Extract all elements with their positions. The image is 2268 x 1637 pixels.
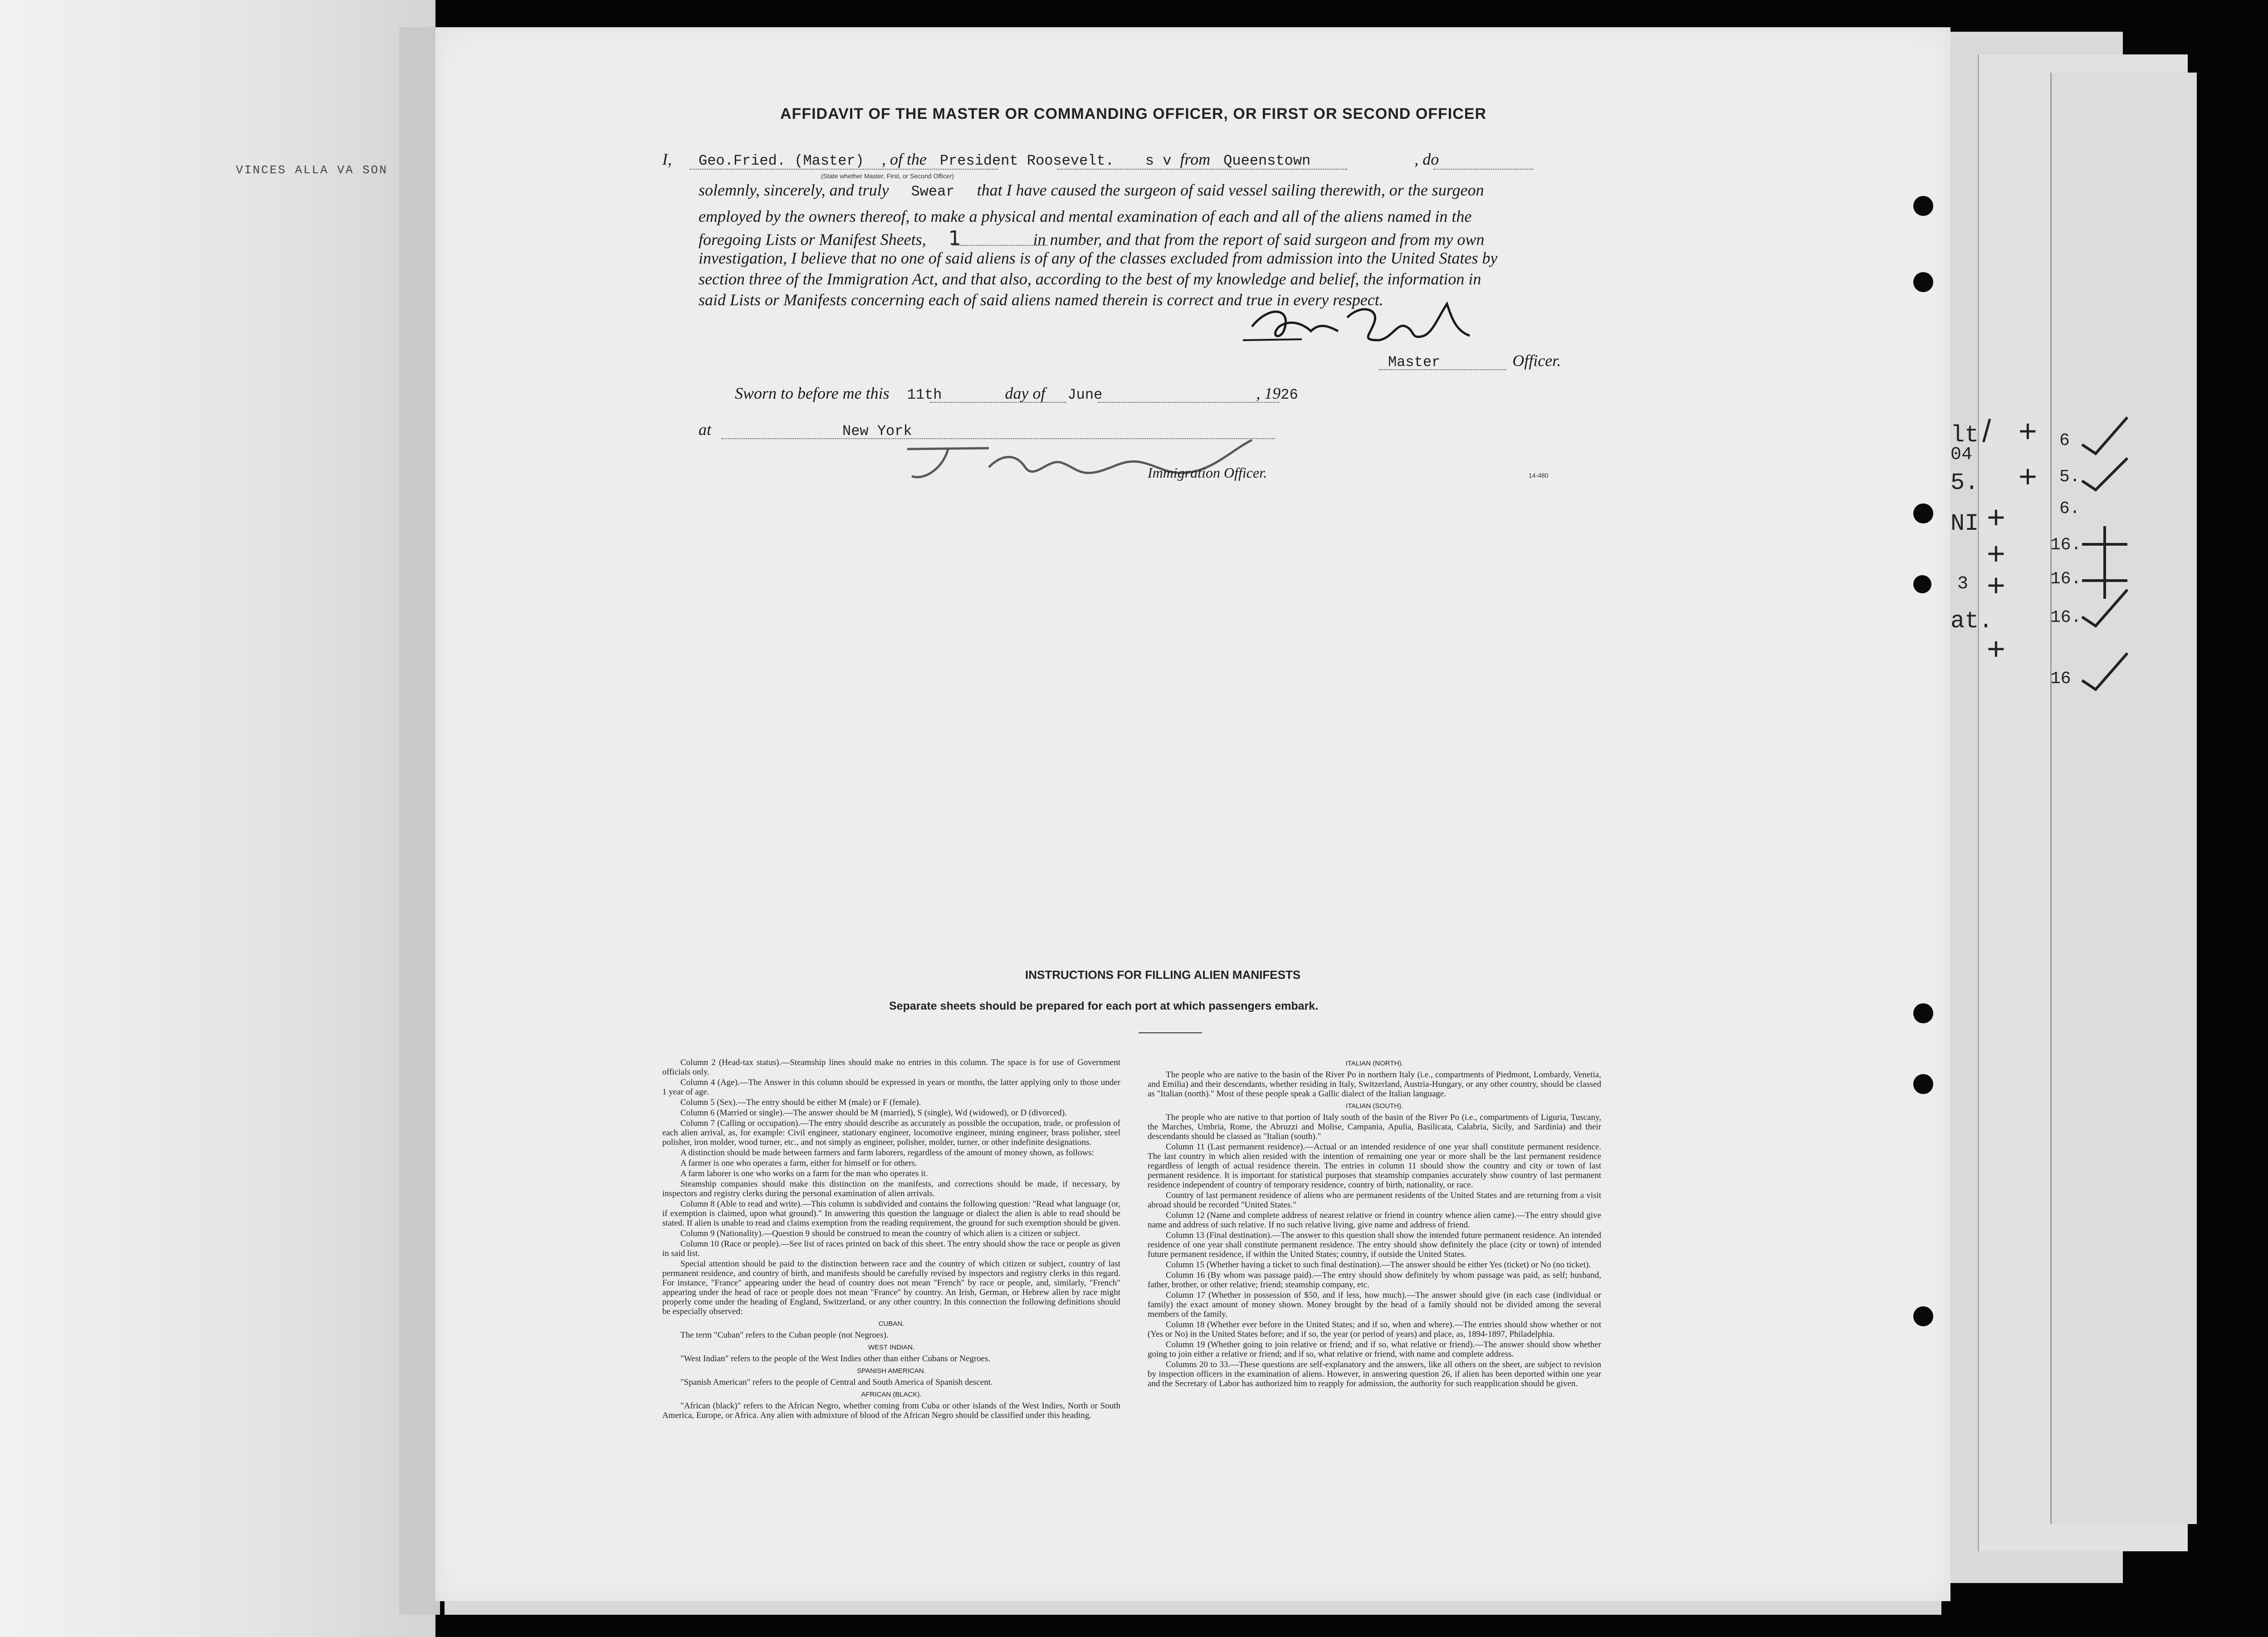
punch-hole xyxy=(1913,1306,1933,1326)
sworn-day-of: day of xyxy=(1005,384,1046,402)
affidavit-line-3: employed by the owners thereof, to make a physical and mental examination of each and all of the aliens named in the xyxy=(699,207,1472,225)
instruction-paragraph: Column 17 (Whether in possession of $50, and if less, how much).—The answer should give (in each case (individual or family) the exact amount of money shown. Money brought by the head of a family should not be divided among the several members of the family. xyxy=(1148,1290,1601,1319)
sworn-year-prefix: , 19 xyxy=(1256,384,1281,402)
edge-number: 6. xyxy=(2059,499,2080,518)
edge-mark: 3 xyxy=(1957,574,1969,594)
west-indian-definition: "West Indian" refers to the people of the West Indies other than either Cubans or Negroes. xyxy=(680,1354,991,1363)
instruction-paragraph: Column 2 (Head-tax status).—Steamship lines should make no entries in this column. The space is for use of Government officials only. xyxy=(662,1058,1120,1077)
left-edge-text: VINCES ALLA VA SON xyxy=(236,163,388,177)
handwritten-mark: + xyxy=(2019,413,2037,449)
instructions-rule xyxy=(1139,1032,1202,1033)
instruction-paragraph: Column 15 (Whether having a ticket to such final destination).—The answer should be either Yes (ticket) or No (no ticket). xyxy=(1166,1260,1591,1270)
handwritten-mark: / xyxy=(1982,413,1991,449)
officer-label: Officer. xyxy=(1512,352,1561,370)
edge-number: 5. xyxy=(2059,467,2080,487)
edge-mark: at. xyxy=(1950,608,1993,635)
edge-mark: lt xyxy=(1950,422,1979,449)
instruction-paragraph: The people who are native to that portion of Italy south of the basin of the River Po (i.e., compartments of Liguria, Tuscany, the Marches, Umbria, Rome, the Abruzzi and Molise, Campania, Apulia, Basilicata, Calabria, Sicily, and Sardinia) and their descendants should be classed as "Italian (south)." xyxy=(1148,1113,1601,1141)
instructions-left-column xyxy=(662,1058,1120,1421)
italian-north-heading: ITALIAN (NORTH). xyxy=(1345,1060,1403,1067)
instruction-paragraph: Column 9 (Nationality).—Question 9 should be construed to mean the country of which alien is a citizen or subject. xyxy=(680,1229,1080,1238)
oath-field: Swear xyxy=(911,183,955,200)
background-left-sheet xyxy=(0,0,435,1637)
vessel-dotted-line xyxy=(1057,169,1347,170)
sworn-place-field: New York xyxy=(842,423,912,440)
handwritten-mark: + xyxy=(1987,536,2005,571)
instruction-paragraph: Column 13 (Final destination).—The answer to this question shall show the intended future permanent residence. An intended residence of one year shall constitute permanent residence. The entry should show definitely the place (city or town) of intended future permanent residence, if within the United States; country, if outside the United States. xyxy=(1148,1231,1601,1259)
instruction-paragraph: Column 4 (Age).—The Answer in this column should be expressed in years or months, the latter applying only to those under 1 year of age. xyxy=(662,1078,1120,1097)
sworn-pre: Sworn to before me this xyxy=(735,384,890,402)
punch-hole xyxy=(1913,1074,1933,1094)
italian-north-definition: The people who are native to the basin of the River Po in northern Italy (i.e., compartments of Piedmont, Lombardy, Venetia, and Emilia) and their descendants, whether residing in Italy, Switzerland, Austria-Hungary, or any other country, should be classed as "Italian (north)." Most of these people speak a Gallic dialect of the Italian language. xyxy=(1148,1070,1601,1099)
day-dotted-line xyxy=(930,402,1066,403)
sworn-day-field: 11th xyxy=(907,386,942,403)
punch-hole xyxy=(1913,196,1933,216)
sworn-month-field: June xyxy=(1067,386,1103,403)
departure-port-field: Queenstown xyxy=(1223,152,1311,169)
cuban-heading: CUBAN. xyxy=(878,1320,904,1328)
affidavit-i: I, xyxy=(662,150,672,168)
officer-rank-field: Master xyxy=(1388,354,1441,371)
spanish-american-definition: "Spanish American" refers to the people of Central and South America of Spanish descent. xyxy=(680,1378,993,1387)
sheet-count-field: 1 xyxy=(948,227,961,250)
affidavit-line-1 xyxy=(662,150,1439,169)
instruction-paragraph: Steamship companies should make this distinction on the manifests, and corrections should be made, if necessary, by inspectors and registry clerks during the personal examination of alien arrivals. xyxy=(662,1179,1120,1198)
edge-mark: 04 xyxy=(1950,445,1973,465)
punch-hole xyxy=(1913,272,1933,292)
officer-rank-line xyxy=(1388,351,1561,371)
edge-number: 16. xyxy=(2050,608,2082,627)
affidavit-line-7: said Lists or Manifests concerning each of said aliens named therein is correct and true in every respect. xyxy=(699,291,1383,309)
instruction-paragraph: Column 18 (Whether ever before in the United States; and if so, when and where).—The entries should show whether or not (Yes or No) in the United States before; and if so, the year (or period of years) and place, as, 1894-1897, Philadelphia. xyxy=(1148,1320,1601,1339)
instructions-title: INSTRUCTIONS FOR FILLING ALIEN MANIFESTS xyxy=(1025,968,1301,982)
master-signature xyxy=(1243,290,1488,354)
affidavit-line-5: investigation, I believe that no one of said aliens is of any of the classes excluded from admission into the United States by xyxy=(699,249,1498,267)
count-dotted-line xyxy=(953,245,1048,246)
handwritten-mark: + xyxy=(1987,567,2005,603)
instruction-paragraph: Column 12 (Name and complete address of nearest relative or friend in country whence alien came).—The entry should give name and address of such relative. If no such relative living, give name and address of friend. xyxy=(1148,1211,1601,1230)
african-definition: "African (black)" refers to the African Negro, whether coming from Cuba or other islands of the West Indies, North or South America, Europe, or Africa. Any alien with admixture of blood of the African Negro should be classified under this heading. xyxy=(662,1401,1120,1420)
punch-hole xyxy=(1913,503,1933,523)
cuban-definition: The term "Cuban" refers to the Cuban people (not Negroes). xyxy=(680,1330,889,1340)
at-pre: at xyxy=(699,420,712,439)
edge-number: 6 xyxy=(2059,431,2070,450)
instruction-paragraph: A farm laborer is one who works on a farm for the man who operates it. xyxy=(680,1169,928,1178)
affidavit-line-4-post: in number, and that from the report of said surgeon and from my own xyxy=(1033,230,1485,249)
west-indian-heading: WEST INDIAN. xyxy=(868,1344,915,1351)
instruction-paragraph: Column 16 (By whom was passage paid).—The entry should show definitely by whom passage was paid, as self; husband, father, brother, or other relative; friend; steamship company, etc. xyxy=(1148,1271,1601,1290)
officer-name-field: Geo.Fried. (Master) xyxy=(699,152,864,169)
instruction-paragraph: Column 10 (Race or people).—See list of races printed on back of this sheet. The entry should show the race or people as given in said list. xyxy=(662,1239,1120,1258)
affidavit-from: from xyxy=(1180,150,1211,168)
affidavit-title: AFFIDAVIT OF THE MASTER OR COMMANDING OFFICER, OR FIRST OR SECOND OFFICER xyxy=(780,105,1486,122)
affidavit-line-2-pre: solemnly, sincerely, and truly xyxy=(699,181,889,199)
affidavit-line-6: section three of the Immigration Act, and that also, according to the best of my knowledge and belief, the information in xyxy=(699,270,1481,288)
affidavit-line-2-post: that I have caused the surgeon of said vessel sailing therewith, or the surgeon xyxy=(977,181,1484,199)
vessel-name-field: President Roosevelt. xyxy=(939,152,1114,169)
instruction-paragraph: Column 7 (Calling or occupation).—The entry should describe as accurately as possible the occupation, trade, or profession of each alien arrival, as, for example: Civil engineer, stationary engineer, locomotive engineer, mining engineer, brass polisher, steel polisher, iron molder, wood turner, etc., and not simply as engineer, polisher, molder, turner, or other indefinite designations. xyxy=(662,1119,1120,1147)
officer-dotted-line xyxy=(689,169,998,170)
affidavit-line-2 xyxy=(699,181,1484,200)
sworn-year-field: 26 xyxy=(1281,386,1298,403)
instructions-subtitle: Separate sheets should be prepared for each port at which passengers embark. xyxy=(889,1000,1319,1012)
edge-number: 16 xyxy=(2050,669,2071,689)
edge-number: 16. xyxy=(2050,569,2082,589)
instructions-right-column xyxy=(1148,1059,1601,1389)
at-line xyxy=(699,420,912,440)
edge-mark: NI xyxy=(1950,510,1979,537)
instruction-paragraph: A farmer is one who operates a farm, either for himself or for others. xyxy=(680,1158,917,1168)
instruction-paragraph: Country of last permanent residence of aliens who are permanent residents of the United States and are returning from a visit abroad should be recorded "United States." xyxy=(1148,1191,1601,1210)
background-strip xyxy=(399,27,440,1615)
immigration-officer-label: Immigration Officer. xyxy=(1148,464,1267,481)
vessel-type: s v xyxy=(1145,152,1172,169)
sworn-line xyxy=(735,384,1298,403)
handwritten-mark: + xyxy=(2019,459,2037,494)
instruction-paragraph: Column 8 (Able to read and write).—This column is subdivided and contains the following question: "Read what language (or, if exemption is claimed, upon what ground)." In answering this question the language or dialect the alien is able to read should be stated. If alien is unable to read and claims exemption from the reading requirement, the ground for such exemption should be given. xyxy=(662,1199,1120,1228)
edge-mark: 5. xyxy=(1950,469,1979,496)
instruction-paragraph: Column 6 (Married or single).—The answer should be M (married), S (single), Wd (widowed), or D (divorced). xyxy=(680,1108,1067,1118)
affidavit-do: , do xyxy=(1414,150,1439,168)
month-dotted-line xyxy=(1098,402,1279,403)
handwritten-checkmarks xyxy=(2077,408,2132,699)
punch-hole xyxy=(1913,1003,1933,1023)
affidavit-line-4 xyxy=(699,227,1484,250)
african-heading: AFRICAN (BLACK). xyxy=(861,1391,922,1398)
affidavit-of-the: , of the xyxy=(881,150,927,168)
form-number: 14-480 xyxy=(1529,472,1549,479)
port-dotted-line xyxy=(1433,169,1533,170)
instruction-paragraph: Columns 20 to 33.—These questions are self-explanatory and the answers, like all others on the sheet, are subject to revision by inspection officers in the examination of aliens. However, in answering question 26, if alien has been deported within one year and the Secretary of Labor has authorized him to reapply for admission, the authority for such reapplication should be given. xyxy=(1148,1360,1601,1388)
italian-south-heading: ITALIAN (SOUTH). xyxy=(1345,1102,1403,1110)
instruction-paragraph: A distinction should be made between farmers and farm laborers, regardless of the amount of money shown, as follows: xyxy=(680,1148,1094,1158)
rank-dotted-line xyxy=(1379,369,1506,370)
immigration-officer-signature xyxy=(898,431,1270,494)
instruction-paragraph: Special attention should be paid to the distinction between race and the country of which citizen or subject, country of last permanent residence, and country of birth, and manifests should be carefully revised by inspectors and registry clerks in this regard. For instance, "France" appearing under the head of country does not mean "French" by race or people, and, similarly, "French" appearing under the head of race or people does not mean "France" by country. An Irish, German, or Hebrew alien by race might properly come under the heading of England, Switzerland, or any other country. In this connection the following definitions should be especially observed: xyxy=(662,1259,1120,1316)
state-note: (State whether Master, First, or Second Officer) xyxy=(821,172,954,180)
spanish-american-heading: SPANISH AMERICAN. xyxy=(857,1367,926,1375)
instruction-paragraph: Column 11 (Last permanent residence).—Actual or an intended residence of one year shall constitute permanent residence. The last country in which alien resided with the intention of remaining one year or more shall be the last permanent residence regardless of length of actual residence therein. The entries in column 11 should show the country and city or town of last permanent residence. It is important for statistical purposes that steamship companies accurately show country of last permanent residence independent of country of temporary residence, country of birth, nationality, or race. xyxy=(1148,1142,1601,1190)
punch-hole xyxy=(1913,575,1931,593)
instruction-paragraph: Column 19 (Whether going to join relative or friend; and if so, what relative or friend).—The answer should show whether going to join either a relative or friend; and if so, what relative or friend, with name and complete address. xyxy=(1148,1340,1601,1359)
edge-number: 16. xyxy=(2050,535,2082,555)
handwritten-mark: + xyxy=(1987,631,2005,666)
instruction-paragraph: Column 5 (Sex).—The entry should be either M (male) or F (female). xyxy=(680,1098,921,1107)
background-right-sheet-3 xyxy=(2050,73,2197,1524)
handwritten-mark: + xyxy=(1987,499,2005,535)
affidavit-line-4-pre: foregoing Lists or Manifest Sheets, xyxy=(699,230,926,249)
